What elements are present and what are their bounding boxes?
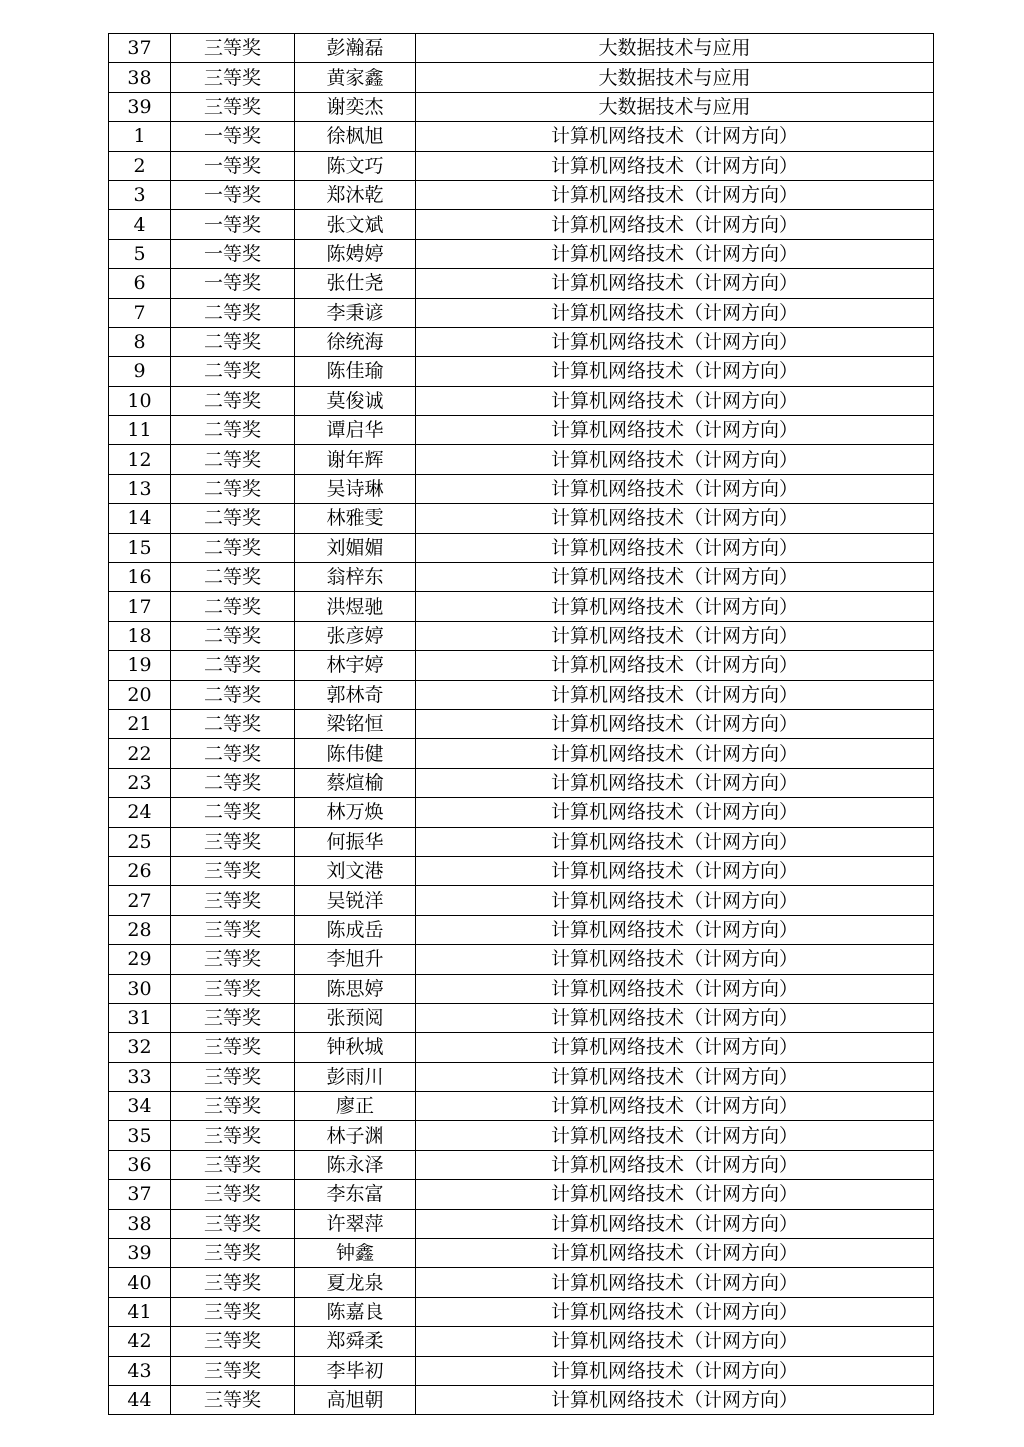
- award-level-cell: 三等奖: [171, 856, 295, 885]
- table-row: [109, 474, 934, 503]
- table-row: [109, 1062, 934, 1091]
- award-level-cell: 三等奖: [171, 827, 295, 856]
- student-name-cell: 黄家鑫: [295, 63, 416, 92]
- award-level-cell: 二等奖: [171, 298, 295, 327]
- award-level-cell: 三等奖: [171, 1239, 295, 1268]
- major-cell: 计算机网络技术（计网方向）: [416, 269, 934, 298]
- student-name-cell: 林万焕: [295, 798, 416, 827]
- student-name-cell: 李秉谚: [295, 298, 416, 327]
- major-cell: 大数据技术与应用: [416, 63, 934, 92]
- row-number-cell: 23: [109, 768, 171, 797]
- student-name-cell: 林子渊: [295, 1121, 416, 1150]
- table-row: [109, 886, 934, 915]
- major-cell: 计算机网络技术（计网方向）: [416, 1062, 934, 1091]
- table-row: [109, 122, 934, 151]
- major-cell: 计算机网络技术（计网方向）: [416, 445, 934, 474]
- student-name-cell: 林雅雯: [295, 504, 416, 533]
- award-level-cell: 一等奖: [171, 122, 295, 151]
- table-row: [109, 180, 934, 209]
- student-name-cell: 刘文港: [295, 856, 416, 885]
- table-row: [109, 945, 934, 974]
- student-name-cell: 许翠萍: [295, 1209, 416, 1238]
- major-cell: 大数据技术与应用: [416, 34, 934, 63]
- student-name-cell: 何振华: [295, 827, 416, 856]
- award-level-cell: 三等奖: [171, 1356, 295, 1385]
- table-row: [109, 827, 934, 856]
- table-row: [109, 739, 934, 768]
- award-level-cell: 二等奖: [171, 739, 295, 768]
- row-number-cell: 39: [109, 1239, 171, 1268]
- table-row: [109, 709, 934, 738]
- major-cell: 计算机网络技术（计网方向）: [416, 945, 934, 974]
- table-row: [109, 856, 934, 885]
- award-level-cell: 二等奖: [171, 357, 295, 386]
- student-name-cell: 张仕尧: [295, 269, 416, 298]
- student-name-cell: 陈嘉良: [295, 1297, 416, 1326]
- major-cell: 计算机网络技术（计网方向）: [416, 1209, 934, 1238]
- major-cell: 计算机网络技术（计网方向）: [416, 974, 934, 1003]
- major-cell: 计算机网络技术（计网方向）: [416, 239, 934, 268]
- row-number-cell: 41: [109, 1297, 171, 1326]
- row-number-cell: 8: [109, 327, 171, 356]
- student-name-cell: 彭瀚磊: [295, 34, 416, 63]
- table-row: [109, 1003, 934, 1032]
- row-number-cell: 38: [109, 63, 171, 92]
- student-name-cell: 夏龙泉: [295, 1268, 416, 1297]
- major-cell: 计算机网络技术（计网方向）: [416, 298, 934, 327]
- table-row: [109, 504, 934, 533]
- major-cell: 计算机网络技术（计网方向）: [416, 856, 934, 885]
- award-level-cell: 一等奖: [171, 151, 295, 180]
- award-level-cell: 三等奖: [171, 92, 295, 121]
- major-cell: 计算机网络技术（计网方向）: [416, 1150, 934, 1179]
- award-level-cell: 一等奖: [171, 269, 295, 298]
- major-cell: 计算机网络技术（计网方向）: [416, 122, 934, 151]
- row-number-cell: 31: [109, 1003, 171, 1032]
- row-number-cell: 15: [109, 533, 171, 562]
- award-level-cell: 二等奖: [171, 327, 295, 356]
- row-number-cell: 30: [109, 974, 171, 1003]
- table-row: [109, 680, 934, 709]
- table-row: [109, 1180, 934, 1209]
- award-table-body: [109, 34, 934, 1415]
- table-row: [109, 563, 934, 592]
- student-name-cell: 张预阅: [295, 1003, 416, 1032]
- table-row: [109, 416, 934, 445]
- major-cell: 计算机网络技术（计网方向）: [416, 386, 934, 415]
- student-name-cell: 郑舜柔: [295, 1327, 416, 1356]
- major-cell: 计算机网络技术（计网方向）: [416, 709, 934, 738]
- row-number-cell: 16: [109, 563, 171, 592]
- award-level-cell: 三等奖: [171, 1327, 295, 1356]
- student-name-cell: 郑沐乾: [295, 180, 416, 209]
- table-row: [109, 1268, 934, 1297]
- major-cell: 计算机网络技术（计网方向）: [416, 151, 934, 180]
- award-level-cell: 二等奖: [171, 563, 295, 592]
- major-cell: 计算机网络技术（计网方向）: [416, 1003, 934, 1032]
- row-number-cell: 28: [109, 915, 171, 944]
- major-cell: 计算机网络技术（计网方向）: [416, 1356, 934, 1385]
- award-level-cell: 二等奖: [171, 474, 295, 503]
- award-level-cell: 一等奖: [171, 210, 295, 239]
- row-number-cell: 14: [109, 504, 171, 533]
- row-number-cell: 39: [109, 92, 171, 121]
- major-cell: 计算机网络技术（计网方向）: [416, 416, 934, 445]
- major-cell: 计算机网络技术（计网方向）: [416, 1121, 934, 1150]
- row-number-cell: 13: [109, 474, 171, 503]
- award-level-cell: 二等奖: [171, 592, 295, 621]
- award-level-cell: 三等奖: [171, 34, 295, 63]
- table-row: [109, 269, 934, 298]
- award-level-cell: 三等奖: [171, 1268, 295, 1297]
- student-name-cell: 张文斌: [295, 210, 416, 239]
- row-number-cell: 37: [109, 34, 171, 63]
- award-level-cell: 二等奖: [171, 621, 295, 650]
- award-level-cell: 三等奖: [171, 915, 295, 944]
- row-number-cell: 36: [109, 1150, 171, 1179]
- row-number-cell: 17: [109, 592, 171, 621]
- major-cell: 计算机网络技术（计网方向）: [416, 739, 934, 768]
- table-row: [109, 1356, 934, 1385]
- student-name-cell: 徐统海: [295, 327, 416, 356]
- student-name-cell: 李毕初: [295, 1356, 416, 1385]
- table-row: [109, 1092, 934, 1121]
- table-row: [109, 1121, 934, 1150]
- student-name-cell: 翁梓东: [295, 563, 416, 592]
- row-number-cell: 29: [109, 945, 171, 974]
- major-cell: 计算机网络技术（计网方向）: [416, 1239, 934, 1268]
- major-cell: 计算机网络技术（计网方向）: [416, 1033, 934, 1062]
- student-name-cell: 林宇婷: [295, 651, 416, 680]
- student-name-cell: 吴诗琳: [295, 474, 416, 503]
- row-number-cell: 24: [109, 798, 171, 827]
- award-level-cell: 二等奖: [171, 445, 295, 474]
- table-row: [109, 915, 934, 944]
- table-row: [109, 34, 934, 63]
- award-level-cell: 三等奖: [171, 1121, 295, 1150]
- award-level-cell: 二等奖: [171, 416, 295, 445]
- student-name-cell: 陈成岳: [295, 915, 416, 944]
- row-number-cell: 1: [109, 122, 171, 151]
- major-cell: 计算机网络技术（计网方向）: [416, 327, 934, 356]
- table-row: [109, 1209, 934, 1238]
- student-name-cell: 廖正: [295, 1092, 416, 1121]
- student-name-cell: 蔡煊榆: [295, 768, 416, 797]
- row-number-cell: 44: [109, 1385, 171, 1414]
- row-number-cell: 3: [109, 180, 171, 209]
- table-row: [109, 1327, 934, 1356]
- major-cell: 计算机网络技术（计网方向）: [416, 1297, 934, 1326]
- student-name-cell: 陈伟健: [295, 739, 416, 768]
- row-number-cell: 25: [109, 827, 171, 856]
- table-row: [109, 1297, 934, 1326]
- award-level-cell: 二等奖: [171, 651, 295, 680]
- table-row: [109, 63, 934, 92]
- award-level-cell: 一等奖: [171, 180, 295, 209]
- table-row: [109, 533, 934, 562]
- major-cell: 计算机网络技术（计网方向）: [416, 504, 934, 533]
- student-name-cell: 谢年辉: [295, 445, 416, 474]
- table-row: [109, 1150, 934, 1179]
- student-name-cell: 陈永泽: [295, 1150, 416, 1179]
- major-cell: 计算机网络技术（计网方向）: [416, 210, 934, 239]
- row-number-cell: 6: [109, 269, 171, 298]
- award-level-cell: 三等奖: [171, 1209, 295, 1238]
- award-level-cell: 二等奖: [171, 768, 295, 797]
- student-name-cell: 张彦婷: [295, 621, 416, 650]
- row-number-cell: 10: [109, 386, 171, 415]
- student-name-cell: 洪煜驰: [295, 592, 416, 621]
- award-level-cell: 三等奖: [171, 63, 295, 92]
- table-row: [109, 357, 934, 386]
- major-cell: 大数据技术与应用: [416, 92, 934, 121]
- row-number-cell: 35: [109, 1121, 171, 1150]
- student-name-cell: 陈文巧: [295, 151, 416, 180]
- major-cell: 计算机网络技术（计网方向）: [416, 1092, 934, 1121]
- student-name-cell: 莫俊诚: [295, 386, 416, 415]
- row-number-cell: 42: [109, 1327, 171, 1356]
- row-number-cell: 40: [109, 1268, 171, 1297]
- major-cell: 计算机网络技术（计网方向）: [416, 1180, 934, 1209]
- student-name-cell: 陈思婷: [295, 974, 416, 1003]
- award-level-cell: 三等奖: [171, 1150, 295, 1179]
- table-row: [109, 798, 934, 827]
- major-cell: 计算机网络技术（计网方向）: [416, 1327, 934, 1356]
- table-row: [109, 239, 934, 268]
- table-row: [109, 651, 934, 680]
- table-row: [109, 151, 934, 180]
- row-number-cell: 26: [109, 856, 171, 885]
- student-name-cell: 谭启华: [295, 416, 416, 445]
- award-level-cell: 三等奖: [171, 1003, 295, 1032]
- major-cell: 计算机网络技术（计网方向）: [416, 915, 934, 944]
- student-name-cell: 彭雨川: [295, 1062, 416, 1091]
- row-number-cell: 27: [109, 886, 171, 915]
- student-name-cell: 吴锐洋: [295, 886, 416, 915]
- major-cell: 计算机网络技术（计网方向）: [416, 1268, 934, 1297]
- row-number-cell: 38: [109, 1209, 171, 1238]
- award-level-cell: 三等奖: [171, 1092, 295, 1121]
- major-cell: 计算机网络技术（计网方向）: [416, 180, 934, 209]
- award-level-cell: 二等奖: [171, 504, 295, 533]
- award-level-cell: 三等奖: [171, 1062, 295, 1091]
- major-cell: 计算机网络技术（计网方向）: [416, 768, 934, 797]
- row-number-cell: 21: [109, 709, 171, 738]
- award-level-cell: 二等奖: [171, 386, 295, 415]
- student-name-cell: 李旭升: [295, 945, 416, 974]
- table-row: [109, 386, 934, 415]
- table-row: [109, 768, 934, 797]
- major-cell: 计算机网络技术（计网方向）: [416, 886, 934, 915]
- row-number-cell: 5: [109, 239, 171, 268]
- row-number-cell: 4: [109, 210, 171, 239]
- table-row: [109, 1239, 934, 1268]
- award-level-cell: 三等奖: [171, 886, 295, 915]
- award-level-cell: 二等奖: [171, 798, 295, 827]
- major-cell: 计算机网络技术（计网方向）: [416, 680, 934, 709]
- row-number-cell: 11: [109, 416, 171, 445]
- table-row: [109, 445, 934, 474]
- major-cell: 计算机网络技术（计网方向）: [416, 827, 934, 856]
- award-level-cell: 三等奖: [171, 1385, 295, 1414]
- student-name-cell: 高旭朝: [295, 1385, 416, 1414]
- row-number-cell: 18: [109, 621, 171, 650]
- award-level-cell: 三等奖: [171, 1033, 295, 1062]
- major-cell: 计算机网络技术（计网方向）: [416, 1385, 934, 1414]
- row-number-cell: 12: [109, 445, 171, 474]
- table-row: [109, 210, 934, 239]
- student-name-cell: 郭林奇: [295, 680, 416, 709]
- row-number-cell: 9: [109, 357, 171, 386]
- award-level-cell: 三等奖: [171, 1297, 295, 1326]
- award-level-cell: 二等奖: [171, 533, 295, 562]
- award-level-cell: 三等奖: [171, 945, 295, 974]
- table-row: [109, 592, 934, 621]
- row-number-cell: 33: [109, 1062, 171, 1091]
- row-number-cell: 19: [109, 651, 171, 680]
- table-row: [109, 298, 934, 327]
- table-row: [109, 1033, 934, 1062]
- row-number-cell: 7: [109, 298, 171, 327]
- student-name-cell: 陈娉婷: [295, 239, 416, 268]
- row-number-cell: 2: [109, 151, 171, 180]
- student-name-cell: 徐枫旭: [295, 122, 416, 151]
- row-number-cell: 32: [109, 1033, 171, 1062]
- award-level-cell: 二等奖: [171, 680, 295, 709]
- award-level-cell: 三等奖: [171, 1180, 295, 1209]
- major-cell: 计算机网络技术（计网方向）: [416, 798, 934, 827]
- row-number-cell: 34: [109, 1092, 171, 1121]
- row-number-cell: 43: [109, 1356, 171, 1385]
- table-row: [109, 92, 934, 121]
- row-number-cell: 22: [109, 739, 171, 768]
- table-row: [109, 621, 934, 650]
- student-name-cell: 钟秋城: [295, 1033, 416, 1062]
- award-level-cell: 一等奖: [171, 239, 295, 268]
- major-cell: 计算机网络技术（计网方向）: [416, 592, 934, 621]
- student-name-cell: 刘媚媚: [295, 533, 416, 562]
- row-number-cell: 20: [109, 680, 171, 709]
- student-name-cell: 李东富: [295, 1180, 416, 1209]
- table-row: [109, 1385, 934, 1414]
- student-name-cell: 钟鑫: [295, 1239, 416, 1268]
- student-name-cell: 谢奕杰: [295, 92, 416, 121]
- major-cell: 计算机网络技术（计网方向）: [416, 621, 934, 650]
- major-cell: 计算机网络技术（计网方向）: [416, 651, 934, 680]
- row-number-cell: 37: [109, 1180, 171, 1209]
- table-row: [109, 327, 934, 356]
- student-name-cell: 梁铭恒: [295, 709, 416, 738]
- major-cell: 计算机网络技术（计网方向）: [416, 533, 934, 562]
- award-table: [108, 33, 934, 1415]
- table-row: [109, 974, 934, 1003]
- major-cell: 计算机网络技术（计网方向）: [416, 563, 934, 592]
- award-level-cell: 三等奖: [171, 974, 295, 1003]
- award-level-cell: 二等奖: [171, 709, 295, 738]
- student-name-cell: 陈佳瑜: [295, 357, 416, 386]
- major-cell: 计算机网络技术（计网方向）: [416, 474, 934, 503]
- major-cell: 计算机网络技术（计网方向）: [416, 357, 934, 386]
